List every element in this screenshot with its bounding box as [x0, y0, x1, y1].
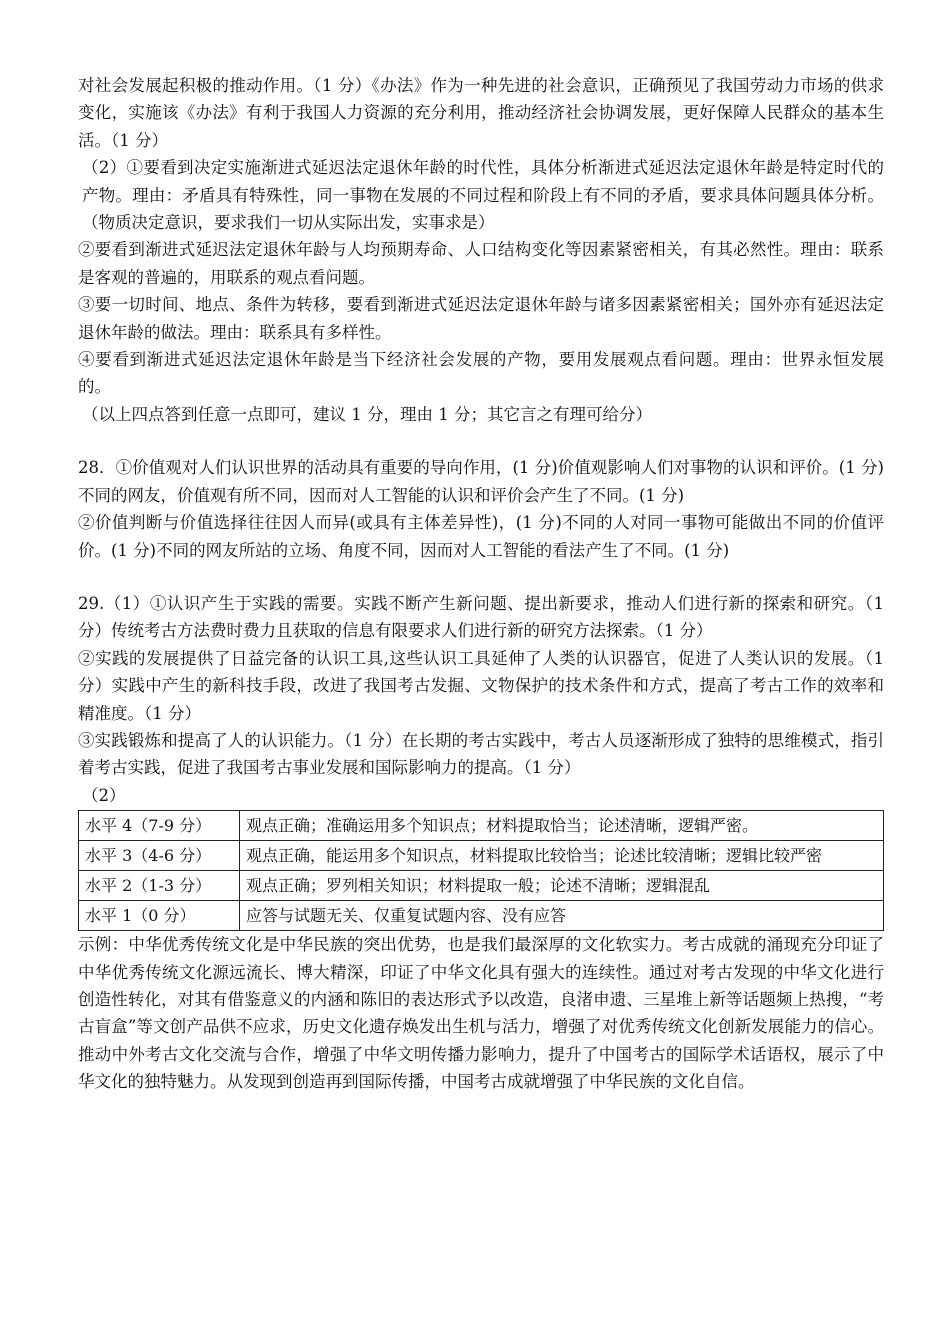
rubric-level: 水平 3（4-6 分） [79, 841, 240, 871]
rubric-description: 应答与试题无关、仅重复试题内容、没有应答 [240, 901, 884, 931]
part2-item-4: ④要看到渐进式延迟法定退休年龄是当下经济社会发展的产物，要用发展观点看问题。理由：世界永恒发展的。 [78, 350, 884, 397]
rubric-description: 观点正确，能运用多个知识点，材料提取比较恰当；论述比较清晰；逻辑比较严密 [240, 841, 884, 871]
part2-item-3: ③要一切时间、地点、条件为转移，要看到渐进式延迟法定退休年龄与诸多因素紧密相关；国外亦有延迟法定退休年龄的做法。理由：联系具有多样性。 [78, 295, 884, 342]
answer-document [78, 72, 884, 1096]
rubric-level: 水平 2（1-3 分） [79, 871, 240, 901]
q29-part2-label: （2） [82, 785, 126, 805]
q28-item-2: ②价值判断与价值选择往往因人而异(或具有主体差异性)，(1 分)不同的人对同一事物可能做出不同的价值评价。(1 分)不同的网友所站的立场、角度不同，因而对人工智能的看法产生了不同。(1 分) [78, 513, 884, 560]
spacer [78, 564, 884, 590]
scoring-rubric-table [78, 810, 884, 931]
q29-item-1: 29.（1）①认识产生于实践的需要。实践不断产生新问题、提出新要求，推动人们进行新的探索和研究。（1 分）传统考古方法费时费力且获取的信息有限要求人们进行新的研究方法探索。（1 分） [78, 593, 884, 641]
q29-example-answer: 示例：中华优秀传统文化是中华民族的突出优势，也是我们最深厚的文化软实力。考古成就的涌现充分印证了中华优秀传统文化源远流长、博大精深，印证了中华文化具有强大的连续性。通过对考古发现的中华文化进行创造性转化，对其有借鉴意义的内涵和陈旧的表达形式予以改造，良渚申遗、三星堆上新等话题频上热搜，“考古盲盒”等文创产品供不应求，历史文化遗存焕发出生机与活力，增强了对优秀传统文化创新发展能力的信心。推动中外考古文化交流与合作，增强了中华文明传播力影响力，提升了中国考古的国际学术话语权，展示了中华文化的独特魅力。从发现到创造再到国际传播，中国考古成就增强了中华民族的文化自信。 [78, 935, 884, 1092]
q28-item-1: 28．①价值观对人们认识世界的活动具有重要的导向作用，(1 分)价值观影响人们对事物的认识和评价。(1 分)不同的网友，价值观有所不同，因而对人工智能的认识和评价会产生了不同。(1 分) [78, 458, 884, 505]
part2-item-2: ②要看到渐进式延迟法定退休年龄与人均预期寿命、人口结构变化等因素紧密相关，有其必然性。理由：联系是客观的普遍的，用联系的观点看问题。 [78, 240, 884, 287]
intro-paragraph: 对社会发展起积极的推动作用。（1 分）《办法》作为一种先进的社会意识，正确预见了我国劳动力市场的供求变化，实施该《办法》有利于我国人力资源的充分利用，推动经济社会协调发展，更好保障人民群众的基本生活。（1 分） [78, 76, 884, 150]
part2-scoring-note: （以上四点答到任意一点即可，建议 1 分，理由 1 分；其它言之有理可给分） [82, 404, 652, 424]
rubric-row [79, 901, 884, 931]
rubric-row [79, 811, 884, 841]
q29-item-3: ③实践锻炼和提高了人的认识能力。（1 分）在长期的考古实践中，考古人员逐渐形成了独特的思维模式，指引着考古实践，促进了我国考古事业发展和国际影响力的提高。（1 分） [78, 730, 884, 778]
rubric-row [79, 841, 884, 871]
rubric-description: 观点正确；准确运用多个知识点；材料提取恰当；论述清晰，逻辑严密。 [240, 811, 884, 841]
rubric-level: 水平 4（7-9 分） [79, 811, 240, 841]
spacer [78, 428, 884, 454]
rubric-level: 水平 1（0 分） [79, 901, 240, 931]
q29-item-2: ②实践的发展提供了日益完备的认识工具,这些认识工具延伸了人类的认识器官，促进了人类认识的发展。（1 分）实践中产生的新科技手段，改进了我国考古发掘、文物保护的技术条件和方式，提高了考古工作的效率和精准度。（1 分） [78, 648, 884, 723]
rubric-row [79, 871, 884, 901]
rubric-description: 观点正确；罗列相关知识；材料提取一般；论述不清晰；逻辑混乱 [240, 871, 884, 901]
part2-item-1: （2）①要看到决定实施渐进式延迟法定退休年龄的时代性，具体分析渐进式延迟法定退休年龄是特定时代的产物。理由：矛盾具有特殊性，同一事物在发展的不同过程和阶段上有不同的矛盾，要求具体问题具体分析。（物质决定意识，要求我们一切从实际出发，实事求是） [82, 158, 884, 233]
